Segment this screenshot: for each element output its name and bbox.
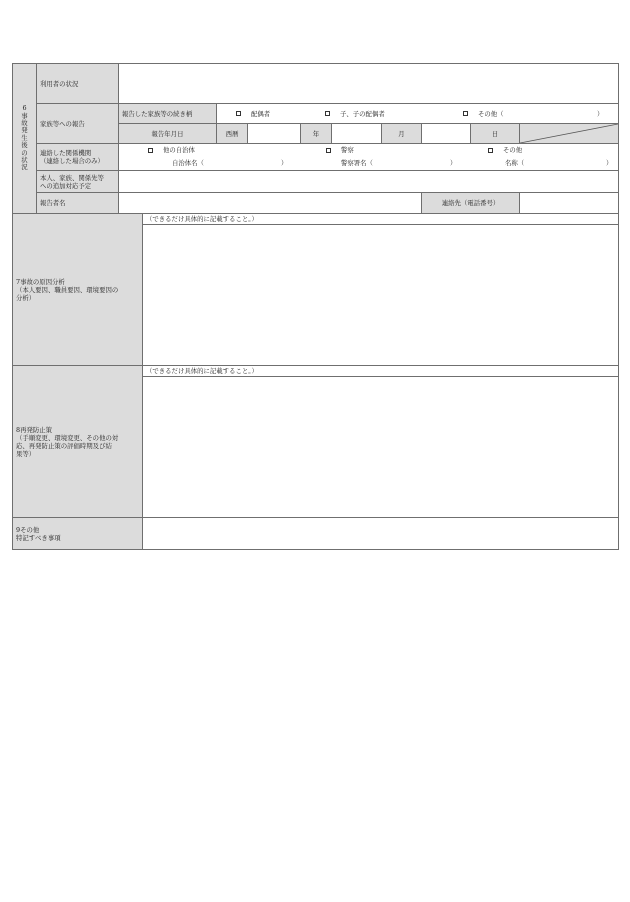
report-date-label: 報告年月日: [119, 124, 217, 144]
year-field[interactable]: [248, 124, 301, 144]
incident-report-form: [12, 63, 618, 550]
family-report-label: 家族等への報告: [37, 104, 119, 144]
checkbox-icon: [326, 148, 331, 153]
day-field[interactable]: [422, 124, 471, 144]
agency-names: [119, 157, 619, 171]
section8-field[interactable]: [143, 377, 619, 518]
checkbox-icon: [325, 111, 330, 116]
contact-label: 連絡先（電話番号）: [422, 193, 520, 214]
month-label: 月: [382, 124, 422, 144]
relation-option-spouse[interactable]: 配偶者: [236, 110, 270, 118]
year-label: 年: [301, 124, 332, 144]
police-station-close: ）: [450, 159, 457, 168]
relation-option-other[interactable]: その他（: [463, 110, 504, 118]
relation-options: [217, 104, 619, 124]
checkbox-icon: [236, 111, 241, 116]
agency-label: 連絡した関係機関 （連絡した場合のみ）: [37, 144, 119, 171]
section7-field[interactable]: [143, 225, 619, 366]
day-label: 日: [471, 124, 520, 144]
agency-option-police[interactable]: 警察: [326, 146, 354, 154]
user-status-label: 利用者の状況: [37, 64, 119, 104]
section8-title: 8再発防止策 （手順変更、環境変更、その他の対 応、再発防止策の評価時期及び結 果等）: [13, 366, 143, 518]
checkbox-icon: [148, 148, 153, 153]
month-field[interactable]: [332, 124, 382, 144]
section7-note: （できるだけ具体的に記載すること。）: [143, 214, 619, 225]
agency-options: [119, 144, 619, 157]
contact-field[interactable]: [520, 193, 619, 214]
relation-other-close: ）: [597, 109, 604, 118]
followup-field[interactable]: [119, 171, 619, 193]
other-name-close: ）: [606, 159, 613, 168]
diagonal-void-cell: [520, 124, 619, 144]
section8-note: （できるだけ具体的に記載すること。）: [143, 366, 619, 377]
other-name-label: 名称（: [505, 159, 525, 168]
report-table: [12, 63, 619, 550]
followup-label: 本人、家族、関係先等 への追加対応予定: [37, 171, 119, 193]
relation-label: 報告した家族等の続き柄: [119, 104, 217, 124]
checkbox-icon: [463, 111, 468, 116]
section9-field[interactable]: [143, 518, 619, 550]
municipality-name-close: ）: [281, 159, 288, 168]
agency-option-other-municipality[interactable]: 他の自治体: [148, 146, 195, 154]
municipality-name-label: 自治体名（: [172, 159, 204, 168]
section7-title: 7事故の原因分析 （本人要因、職員要因、環境要因の 分析）: [13, 214, 143, 366]
era-label: 西暦: [217, 124, 248, 144]
section9-title: 9その他 特記すべき事項: [13, 518, 143, 550]
police-station-label: 警察署名（: [341, 159, 373, 168]
checkbox-icon: [488, 148, 493, 153]
section6-title: 6 事 故 発 生 後 の 状 況: [13, 64, 37, 214]
reporter-label: 報告者名: [37, 193, 119, 214]
relation-option-child[interactable]: 子、子の配偶者: [325, 110, 385, 118]
user-status-field[interactable]: [119, 64, 619, 104]
agency-option-other[interactable]: その他: [488, 146, 522, 154]
reporter-field[interactable]: [119, 193, 422, 214]
